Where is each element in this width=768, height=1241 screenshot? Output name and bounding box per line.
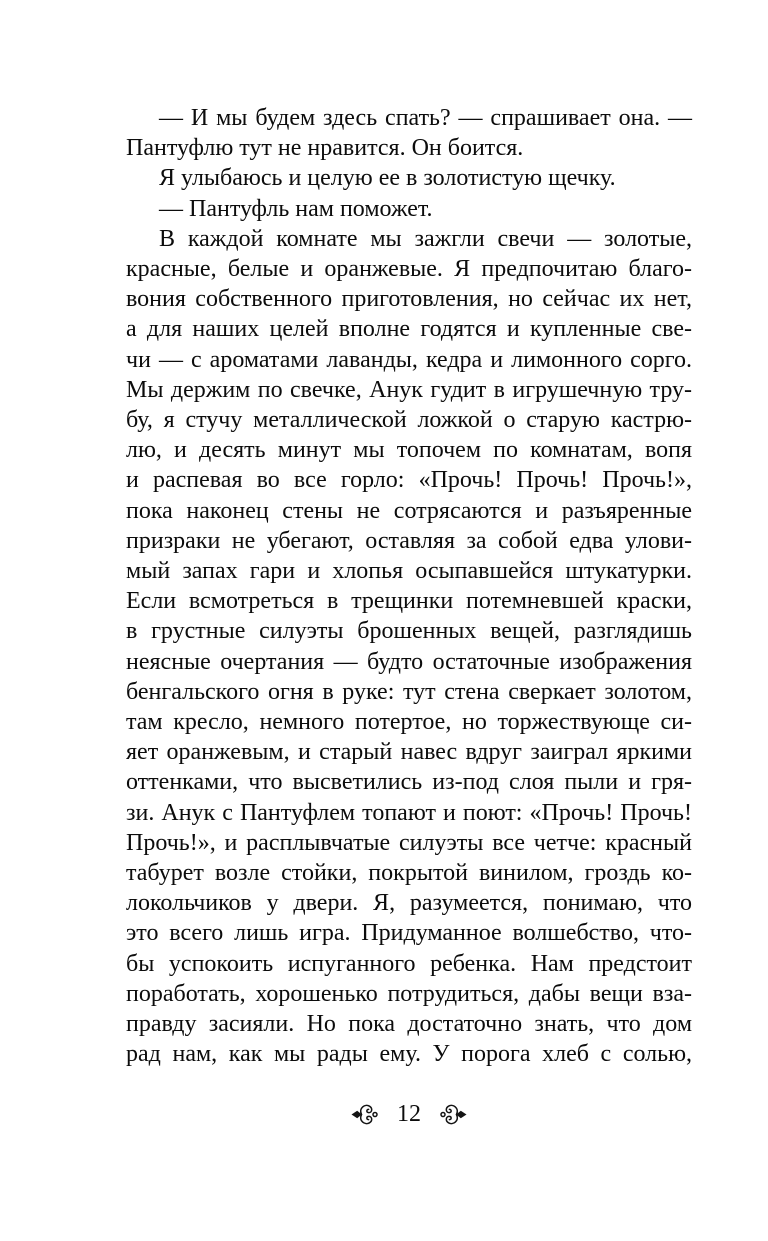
text-line: В каждой комнате мы зажгли свечи — золотые, [159, 225, 692, 252]
text-line: мый запах гари и хлопья осыпавшейся штукатурки. [126, 558, 692, 585]
fleuron-right-icon [440, 1102, 467, 1127]
text-line: красные, белые и оранжевые. Я предпочитаю благо- [126, 256, 692, 283]
text-line: а для наших целей вполне годятся и купленные све- [126, 316, 692, 343]
text-line: табурет возле стойки, покрытой винилом, гроздь ко- [126, 860, 692, 887]
text-line: лю, и десять минут мы топочем по комнатам, вопя [126, 437, 692, 464]
text-line: Пантуфлю тут не нравится. Он боится. [126, 135, 524, 162]
text-line: Мы держим по свечке, Анук гудит в игрушечную тру- [126, 376, 692, 403]
text-line: Прочь!», и расплывчатые силуэты все четче: красный [126, 829, 692, 856]
text-line: поработать, хорошенько потрудиться, дабы вещи вза- [126, 980, 692, 1007]
text-line: локольчиков у двери. Я, разумеется, понимаю, что [126, 890, 692, 917]
text-line: яет оранжевым, и старый навес вдруг заиграл яркими [126, 739, 692, 766]
text-line: бу, я стучу металлической ложкой о старую кастрю- [126, 407, 692, 434]
text-line: чи — с ароматами лаванды, кедра и лимонного сорго. [126, 346, 692, 373]
text-line: Я улыбаюсь и целую ее в золотистую щечку. [159, 165, 616, 192]
text-line: пока наконец стены не сотрясаются и разъяренные [126, 497, 692, 524]
text-line: оттенками, что высветились из-под слоя пыли и гря- [126, 769, 692, 796]
text-line: вония собственного приготовления, но сейчас их нет, [126, 286, 692, 313]
text-line: зи. Анук с Пантуфлем топают и поют: «Прочь! Прочь! [126, 799, 692, 826]
page-footer [126, 1098, 692, 1130]
text-line: и распевая во все горло: «Прочь! Прочь! Прочь!», [126, 467, 692, 494]
text-line: там кресло, немного потертое, но торжествующе си- [126, 709, 692, 736]
page-number: 12 [397, 1101, 421, 1127]
text-line: правду засияли. Но пока достаточно знать, что дом [126, 1011, 692, 1038]
text-line: бенгальского огня в руке: тут стена сверкает золотом, [126, 678, 692, 705]
text-line: в грустные силуэты брошенных вещей, разглядишь [126, 618, 692, 645]
page-text-block [126, 103, 692, 1070]
text-line: рад нам, как мы рады ему. У порога хлеб с солью, [126, 1041, 692, 1068]
text-line: призраки не убегают, оставляя за собой едва улови- [126, 527, 692, 554]
text-line: — Пантуфль нам поможет. [159, 195, 433, 222]
text-line: — И мы будем здесь спать? — спрашивает она. — [159, 105, 692, 131]
text-line: это всего лишь игра. Придуманное волшебство, что- [126, 920, 692, 947]
text-line: Если всмотреться в трещинки потемневшей краски, [126, 588, 692, 615]
fleuron-left-icon [351, 1102, 378, 1127]
text-line: неясные очертания — будто остаточные изображения [126, 648, 692, 675]
text-line: бы успокоить испуганного ребенка. Нам предстоит [126, 950, 692, 977]
